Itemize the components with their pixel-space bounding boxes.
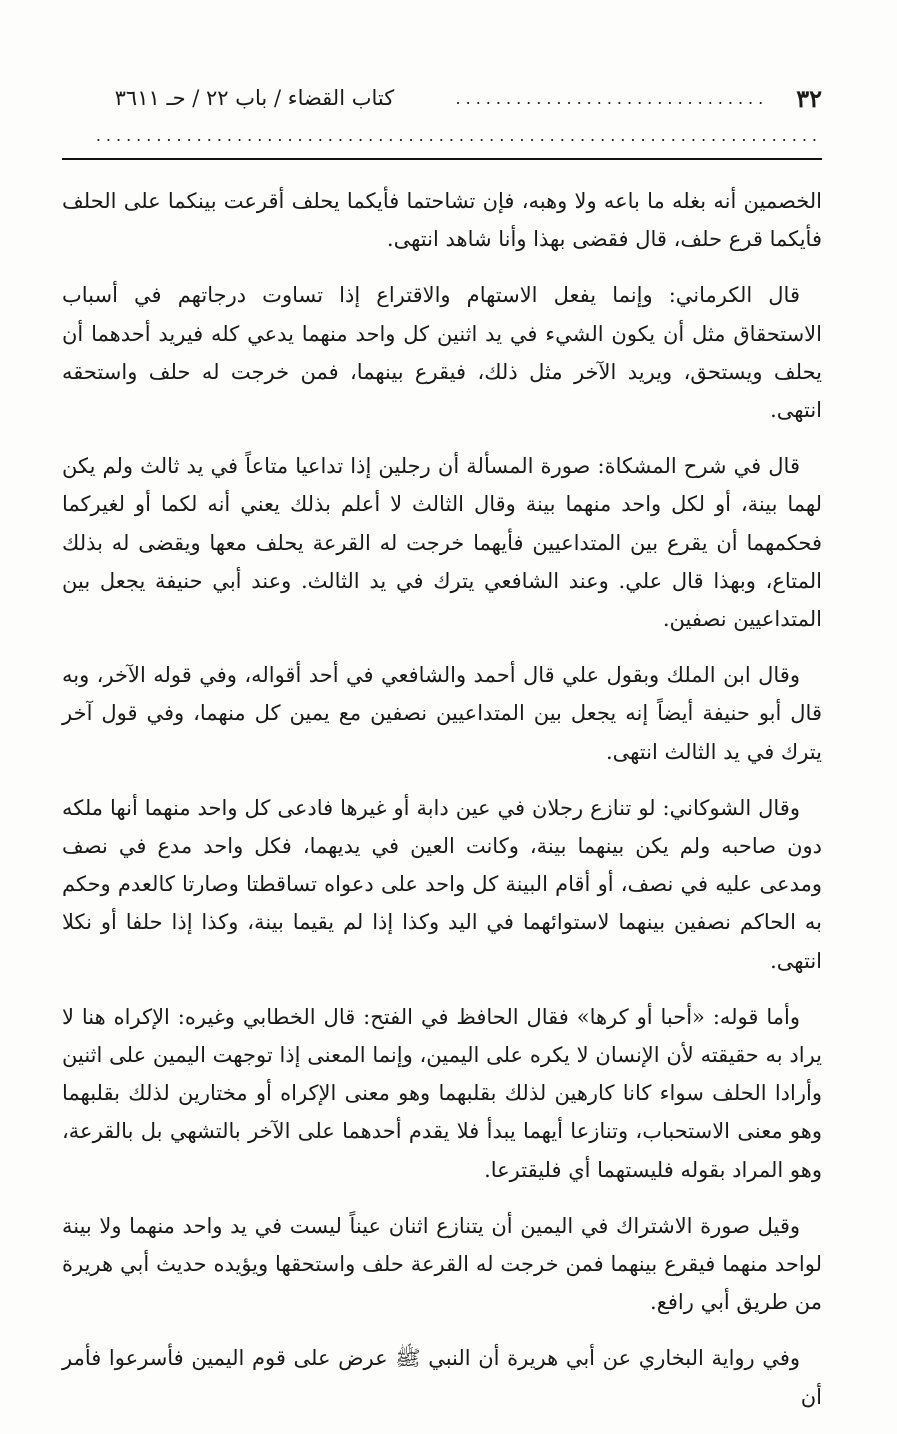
paragraph-4: وقال ابن الملك وبقول علي قال أحمد والشافعي في أحد أقواله، وفي قوله الآخر، وبه قال أبو حنيفة أيضاً إنه يجعل بين المتداعيين نصفين مع يمين كل منهما، وفي قول آخر يترك في يد الثالث انتهى.	[62, 663, 822, 764]
header-dotted-line: ........................................................................	[95, 126, 822, 145]
page-header	[62, 78, 822, 118]
paragraph-3: قال في شرح المشكاة: صورة المسألة أن رجلين إذا تداعيا متاعاً في يد ثالث ولم يكن لهما بينة، أو لكل واحد منهما بينة وقال الثالث لا أعلم بذلك يعني أنه لكما أو لغيركما فحكمهما أن يقرع بين المتداعيين فأيهما خرجت له القرعة يحلف معها ويقضى له بذلك المتاع، وبهذا قال علي. وعند الشافعي يترك في يد الثالث. وعند أبي حنيفة يجعل بين المتداعيين نصفين.	[62, 454, 822, 632]
paragraph-2: قال الكرماني: وإنما يفعل الاستهام والاقتراع إذا تساوت درجاتهم في أسباب الاستحقاق مثل أن يكون الشيء في يد اثنين كل واحد منهما يدعي كله فيريد أحدهما أن يحلف ويستحق، ويريد الآخر مثل ذلك، فيقرع بينهما، فمن خرجت له حلف واستحقه انتهى.	[62, 283, 822, 423]
paragraph-8: وفي رواية البخاري عن أبي هريرة أن النبي ﷺ عرض على قوم اليمين فأسرعوا فأمر أن	[62, 1346, 822, 1409]
header-rule	[62, 158, 822, 160]
body-text	[62, 182, 822, 1434]
running-title: كتاب القضاء / باب ٢٢ / حـ ٣٦١١	[114, 86, 395, 110]
page-number: ٣٢	[796, 83, 822, 113]
paragraph-7: وقيل صورة الاشتراك في اليمين أن يتنازع اثنان عيناً ليست في يد واحد منهما ولا بينة لواحد منهما فيقرع بينهما فمن خرجت له القرعة حلف واستحقها ويؤيده حديث أبي هريرة من طريق أبي رافع.	[62, 1213, 822, 1315]
paragraph-6: وأما قوله: «أحبا أو كرها» فقال الحافظ في الفتح: قال الخطابي وغيره: الإكراه هنا لا يراد به حقيقته لأن الإنسان لا يكره على اليمين، وإنما المعنى إذا توجهت اليمين على اثنين وأرادا الحلف سواء كانا كارهين لذلك بقلبهما وهو معنى الإكراه أو مختارين لذلك بقلبهما وهو معنى الاستحباب، وتنازعا أيهما يبدأ فلا يقدم أحدهما على الآخر بالتشهي بل بالقرعة، وهو المراد بقوله فليستهما أي فليقترعا.	[62, 1004, 822, 1182]
header-leader-dots: ...............................	[455, 88, 769, 108]
paragraph-1: الخصمين أنه بغله ما باعه ولا وهبه، فإن تشاحتما فأيكما يحلف أقرعت بينكما على الحلف فأيكما قرع حلف، قال فقضى بهذا وأنا شاهد انتهى.	[62, 189, 822, 252]
paragraph-5: وقال الشوكاني: لو تنازع رجلان في عين دابة أو غيرها فادعى كل واحد منهما أنها ملكه دون صاحبه ولم يكن بينهما بينة، وكانت العين في يديهما، فكل واحد مدع في نصف ومدعى عليه في نصف، أو أقام البينة كل واحد على دعواه تساقطتا وصارتا كالعدم وحكم به الحاكم نصفين بينهما لاستوائهما في اليد وكذا إذا لم يقيما بينة، وكذا إذا حلفا أو نكلا انتهى.	[62, 795, 822, 973]
